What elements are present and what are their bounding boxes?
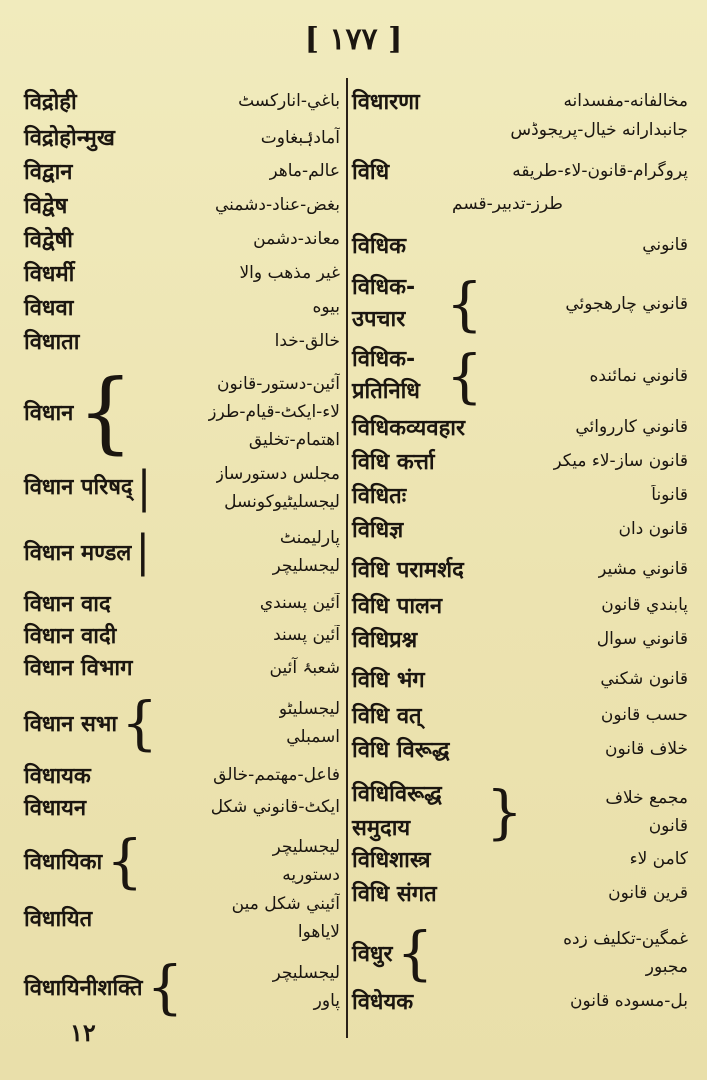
gloss: خلاف قانون (605, 739, 688, 759)
gloss: اهتمام-تخلیق (248, 430, 340, 450)
headword: विधिकव्यवहार (352, 416, 465, 441)
gloss-block (232, 890, 340, 946)
gloss: لیجسلیٹو (278, 699, 340, 719)
brace: { (446, 270, 483, 338)
gloss-block (216, 460, 340, 516)
gloss: لیجسلیٹیوکونسل (224, 492, 340, 512)
entry (24, 524, 340, 580)
headword: विधायित (24, 907, 93, 932)
brace: { (106, 827, 144, 895)
gloss: غیر مذهب والا (239, 263, 340, 283)
entry (352, 624, 688, 654)
headword: विधायिनीशक्ति (24, 976, 143, 1001)
entry (24, 620, 340, 650)
entry (24, 953, 340, 1021)
gloss: لیجسلیچر (272, 837, 340, 857)
gloss: آئيني شکل مين (231, 894, 340, 914)
entry (352, 554, 688, 584)
gloss: مجلس دستورساز (215, 464, 340, 484)
headword: विधि परामर्शद (352, 558, 464, 583)
headword: विधान मण्डल (24, 541, 132, 566)
entry (352, 86, 688, 116)
headword: विधि वत् (352, 704, 422, 729)
gloss: لیجسلیچر (272, 556, 340, 576)
headword: विधि विरूद्ध (352, 738, 450, 763)
entry (352, 514, 688, 544)
gloss: قانوني چارهجوئي (565, 294, 688, 314)
entry (24, 258, 340, 288)
gloss: آئين پسندي (259, 593, 340, 613)
headword: विद्वेष (24, 194, 68, 219)
entry (352, 664, 688, 694)
gloss: ایکٹ-قانوني شکل (210, 797, 340, 817)
gloss: جانبدارانه خیال-پریجوڈس (510, 120, 688, 140)
gloss: لیجسلیچر (272, 963, 340, 983)
gloss: مجبور (645, 957, 688, 977)
headword: विधि (352, 160, 390, 185)
gloss: خالق-خدا (274, 331, 340, 351)
brace: } (486, 778, 523, 846)
gloss: دستوریه (282, 865, 340, 885)
entry (352, 590, 688, 620)
entry (352, 120, 688, 140)
entry (24, 86, 340, 116)
entry (24, 792, 340, 822)
gloss-block (208, 370, 340, 454)
headword: विद्रोही (24, 90, 77, 115)
headword: विधारणा (352, 90, 420, 115)
headword: विधि भंग (352, 668, 425, 693)
gloss: آئين پسند (273, 625, 340, 645)
entry (24, 827, 340, 895)
entry (352, 272, 688, 336)
headword: विधायन (24, 796, 87, 821)
headword: विधाता (24, 330, 80, 355)
gloss-block (605, 784, 688, 840)
entry (352, 230, 688, 260)
brace: | (136, 462, 152, 513)
gloss: طرز-تدبیر-قسم (452, 194, 563, 214)
headword: विधिक-उपचार (352, 275, 416, 332)
gloss-block (272, 833, 340, 889)
gloss: قانون شکني (600, 669, 688, 689)
headword: विधि पालन (352, 594, 443, 619)
headword: विधितः (352, 484, 407, 509)
headword: विधान सभा (24, 712, 118, 737)
gloss: شعبۂ آئين (269, 657, 340, 678)
headword: विधिशास्त्र (352, 848, 431, 873)
gloss: قانوني کارروائي (575, 417, 688, 437)
entry (24, 190, 340, 220)
headword: विधान विभाग (24, 656, 133, 681)
headword: विधि संगत (352, 882, 437, 907)
headword: विधिप्रश्न (352, 628, 418, 653)
headword: विधायक (24, 764, 91, 789)
headword: विधिज्ञ (352, 518, 404, 543)
column-divider (346, 78, 348, 1038)
gloss-block (272, 959, 340, 1015)
entry (24, 588, 340, 618)
entry (24, 760, 340, 790)
entry (352, 986, 688, 1016)
headword-block (24, 471, 133, 505)
entry (24, 326, 340, 356)
gloss: کامن لاء (629, 849, 688, 869)
entry (24, 224, 340, 254)
gloss: قانوني نمائنده (589, 366, 688, 386)
entry (24, 460, 340, 516)
gloss: قانوني (642, 235, 688, 255)
gloss: پروگرام-قانون-لاء-طریقه (512, 161, 688, 181)
gloss: قانون (648, 816, 688, 836)
headword: विधान (24, 401, 74, 426)
entry (352, 878, 688, 908)
gloss: لاء-ایکٹ-قیام-طرز (208, 402, 340, 422)
footer-mark: ١٢ (70, 1018, 96, 1047)
entry (24, 292, 340, 322)
entry (352, 156, 688, 186)
gloss: لاياهوا (297, 922, 340, 942)
headword: विधिक (352, 234, 407, 259)
brace: { (77, 360, 134, 463)
entry (352, 344, 688, 408)
gloss: آمادۂبغاوت (260, 127, 340, 148)
entry (24, 122, 340, 152)
gloss: فاعل-مهتمم-خالق (213, 765, 340, 785)
entry (352, 480, 688, 510)
entry (24, 156, 340, 186)
gloss: عالم-ماهر (269, 161, 340, 181)
entry (352, 778, 688, 846)
gloss: پارلیمنٹ (279, 528, 340, 548)
gloss: باغي-انارکسٹ (238, 91, 340, 111)
entry (24, 689, 340, 757)
gloss: بل-مسوده قانون (570, 991, 688, 1011)
entry (352, 734, 688, 764)
gloss: قانوني مشیر (598, 559, 688, 579)
gloss: حسب قانون (600, 705, 688, 725)
gloss: قرين قانون (608, 883, 688, 903)
entry (352, 844, 688, 874)
gloss: قانوناً (651, 485, 688, 505)
headword: विधि कर्त्ता (352, 450, 435, 475)
entry (352, 194, 688, 214)
headword: विधान वाद (24, 592, 111, 617)
headword: विद्वेषी (24, 228, 73, 253)
brace: { (446, 342, 483, 410)
entry (352, 919, 688, 987)
headword: विधेयक (352, 990, 414, 1015)
entry (352, 700, 688, 730)
gloss-block (272, 524, 340, 580)
headword: विधवा (24, 296, 74, 321)
gloss: غمگين-تکلیف زده (563, 929, 688, 949)
gloss: پابندي قانون (601, 595, 688, 615)
headword: विद्रोहोन्मुख (24, 126, 115, 151)
entry (24, 652, 340, 682)
entry (24, 890, 340, 946)
page-number: [ ١٧٧ ] (304, 22, 403, 57)
gloss-block (279, 695, 340, 751)
headword: विधिक-प्रतिनिधि (352, 347, 420, 404)
gloss-block (563, 925, 688, 981)
gloss: مخالفانه-مفسدانه (563, 91, 688, 111)
gloss: قانوني سوال (596, 629, 688, 649)
headword: विधान वादी (24, 624, 117, 649)
entry (352, 446, 688, 476)
gloss: بغض-عناد-دشمني (215, 195, 340, 215)
gloss: قانون ساز-لاء میکر (553, 451, 688, 471)
gloss: مجمع خلاف (605, 788, 688, 808)
brace: { (396, 919, 434, 987)
brace: { (146, 953, 184, 1021)
headword: विधायिका (24, 850, 103, 875)
headword: विधुर (352, 942, 393, 967)
headword: विधर्मी (24, 262, 75, 287)
brace: | (135, 526, 151, 577)
gloss: بیوه (312, 297, 340, 317)
brace: { (121, 689, 158, 757)
headword: विद्वान (24, 160, 73, 185)
gloss: اسمبلي (286, 727, 340, 747)
entry (352, 412, 688, 442)
gloss: آئين-دستور-قانون (216, 374, 340, 394)
gloss: قانون دان (618, 519, 688, 539)
entry (24, 360, 340, 463)
headword: विधिविरूद्ध समुदाय (352, 782, 442, 841)
headword: विधान परिषद् (24, 475, 133, 500)
gloss: معاند-دشمن (253, 229, 340, 249)
gloss: پاور (313, 991, 340, 1011)
